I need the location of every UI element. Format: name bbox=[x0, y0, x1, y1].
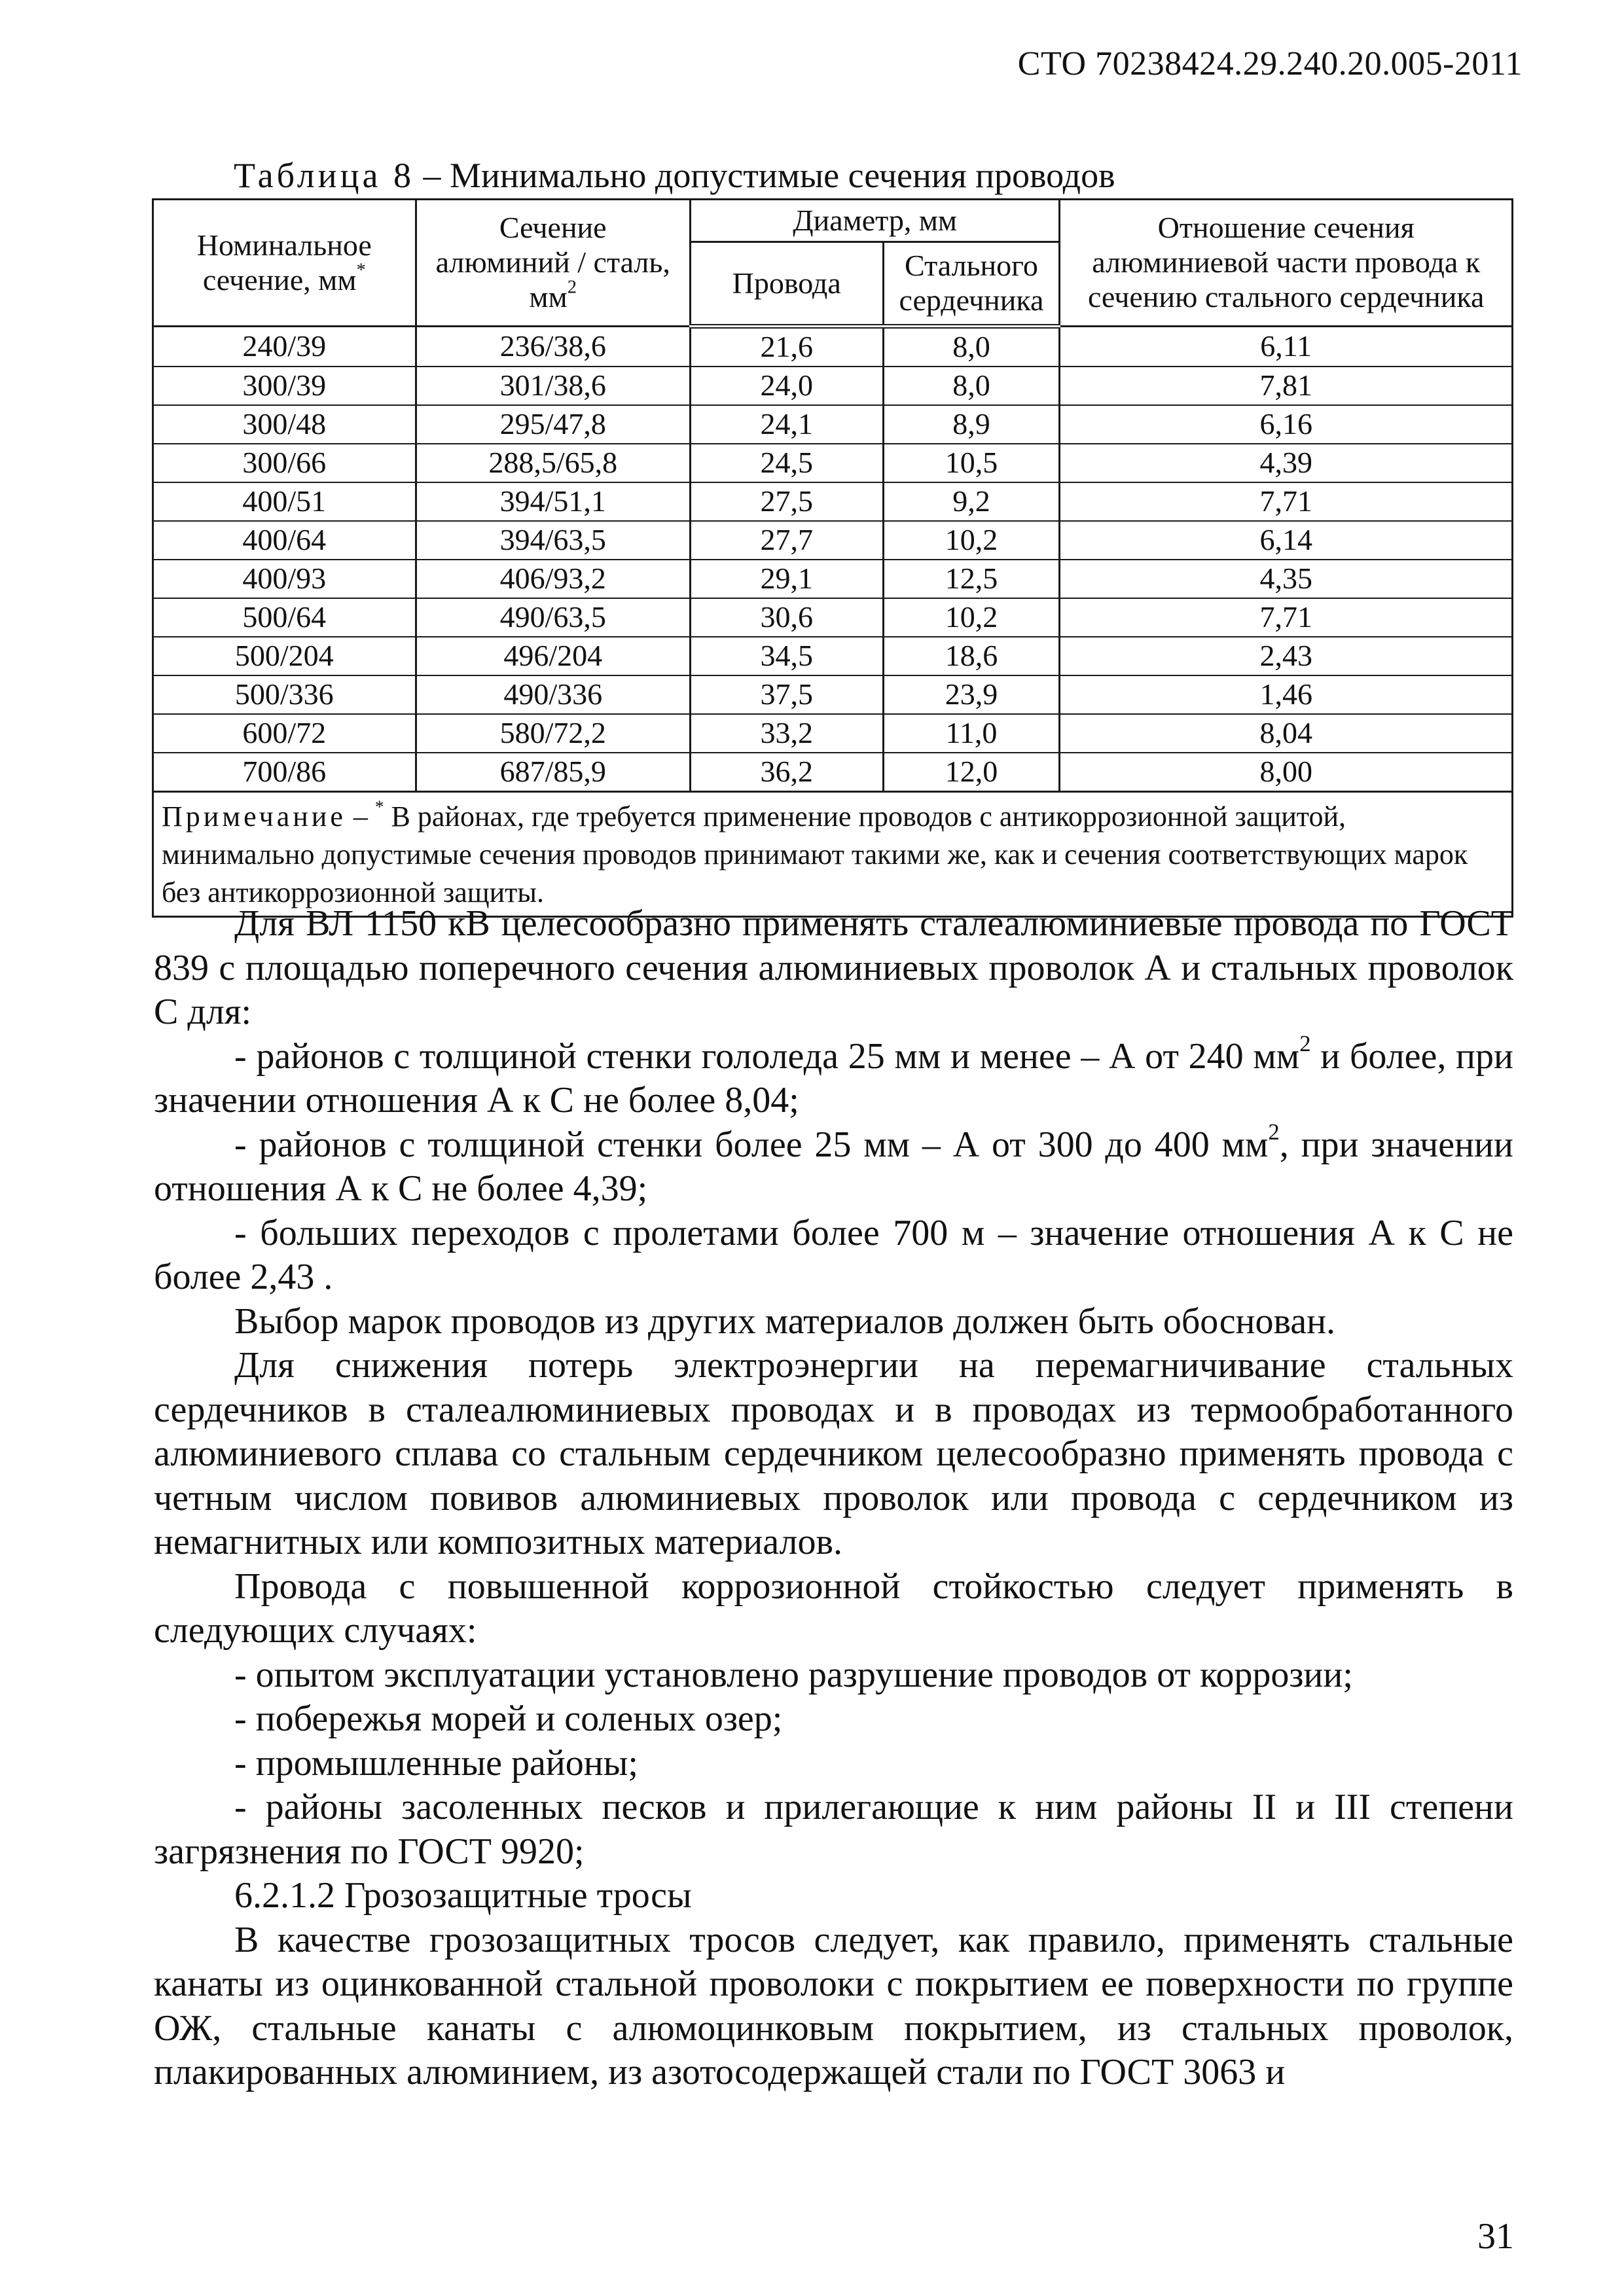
header-actual-section: Сечение алюминий / сталь, $мм^2$ bbox=[416, 200, 690, 327]
paragraph: Для ВЛ 1150 кВ целесообразно применять сталеалюминиевые провода по ГОСТ 839 с площадью поперечного сечения алюминиевых проволок А и стальных проволок С для: bbox=[154, 903, 1513, 1032]
section-heading: 6.2.1.2 Грозозащитные тросы bbox=[234, 1875, 692, 1916]
header-diameter: Диаметр, мм bbox=[690, 200, 1059, 242]
note-text: В районах, где требуется применение проводов с антикоррозионной защитой, минимально допустимые сечения проводов принимают такими же, как и сечения соответствующих марок без антикоррозионной защиты. bbox=[162, 800, 1468, 909]
header-ratio: Отношение сечения алюминиевой части провода к сечению стального сердечника bbox=[1060, 200, 1513, 327]
list-item: - больших переходов с пролетами более 700 м – значение отношения А к С не более 2,43 . bbox=[154, 1212, 1513, 1297]
paragraph: Для снижения потерь электроэнергии на перемагничивание стальных сердечников в сталеалюминиевых проводах и в проводах из термообработанного алюминиевого сплава со стальным сердечником целесообразно применять провода с четным числом повивов алюминиевых проволок или провода с сердечником из немагнитных или композитных материалов. bbox=[154, 1345, 1513, 1562]
table-row: 500/204 496/204 34,5 18,6 2,43 bbox=[153, 637, 1513, 675]
table-caption bbox=[234, 155, 1115, 196]
list-item: - опытом эксплуатации установлено разрушение проводов от коррозии; bbox=[234, 1654, 1353, 1695]
table-row: 400/64 394/63,5 27,7 10,2 6,14 bbox=[153, 521, 1513, 560]
paragraph: В качестве грозозащитных тросов следует, как правило, применять стальные канаты из оцинкованной стальной проволоки с покрытием ее поверхности по группе ОЖ, стальные канаты с алюмоцинковым покрытием, из стальных проволок, плакированных алюминием, из азотосодержащей стали по ГОСТ 3063 и bbox=[154, 1919, 1513, 2092]
table-row: 300/39 301/38,6 24,0 8,0 7,81 bbox=[153, 367, 1513, 405]
table-row: 300/66 288,5/65,8 24,5 10,5 4,39 bbox=[153, 444, 1513, 482]
table-row: 600/72 580/72,2 33,2 11,0 8,04 bbox=[153, 714, 1513, 753]
list-item: - побережья морей и соленых озер; bbox=[234, 1698, 783, 1739]
page-number: 31 bbox=[1477, 2216, 1514, 2257]
table-row: 400/93 406/93,2 29,1 12,5 4,35 bbox=[153, 560, 1513, 598]
table-header bbox=[153, 200, 1513, 327]
table-row: 700/86 687/85,9 36,2 12,0 8,00 bbox=[153, 753, 1513, 792]
table-row: 500/64 490/63,5 30,6 10,2 7,71 bbox=[153, 598, 1513, 637]
table-row: 300/48 295/47,8 24,1 8,9 6,16 bbox=[153, 405, 1513, 444]
paragraph: Провода с повышенной коррозионной стойкостью следует применять в следующих случаях: bbox=[154, 1566, 1513, 1651]
list-item: - районов с толщиной стенки гололеда 25 мм и менее – А от 240 $мм^2$ и более, при значении отношения А к С не более 8,04; bbox=[154, 1030, 1513, 1121]
table-caption-text: – Минимально допустимые сечения проводов bbox=[414, 156, 1115, 195]
wire-sections-table bbox=[152, 198, 1513, 918]
document-code: СТО 70238424.29.240.20.005-2011 bbox=[1017, 45, 1523, 82]
header-nominal-section: Номинальное сечение, мм* bbox=[153, 200, 416, 327]
table-note: Примечание – * В районах, где требуется применение проводов с антикоррозионной защитой, минимально допустимые сечения проводов принимают такими же, как и сечения соответствующих марок без антикоррозионной защиты. bbox=[153, 792, 1513, 917]
list-item: - районы засоленных песков и прилегающие к ним районы II и III степени загрязнения по ГОСТ 9920; bbox=[154, 1787, 1513, 1872]
header-wire-diameter: Провода bbox=[690, 242, 883, 327]
table-row: 240/39 236/38,6 21,6 8,0 6,11 bbox=[153, 327, 1513, 367]
table-row: 400/51 394/51,1 27,5 9,2 7,71 bbox=[153, 482, 1513, 521]
list-item: - промышленные районы; bbox=[234, 1742, 638, 1784]
list-item: - районов с толщиной стенки более 25 мм – А от 300 до 400 $мм^2$, при значении отношения А к С не более 4,39; bbox=[154, 1119, 1513, 1209]
body-text bbox=[154, 902, 1513, 2095]
paragraph: Выбор марок проводов из других материалов должен быть обоснован. bbox=[234, 1300, 1336, 1342]
header-core-diameter: Стального сердечника bbox=[883, 242, 1060, 327]
table-caption-label: Таблица 8 bbox=[234, 156, 414, 195]
table-row: 500/336 490/336 37,5 23,9 1,46 bbox=[153, 675, 1513, 714]
note-label: Примечание bbox=[162, 800, 346, 833]
